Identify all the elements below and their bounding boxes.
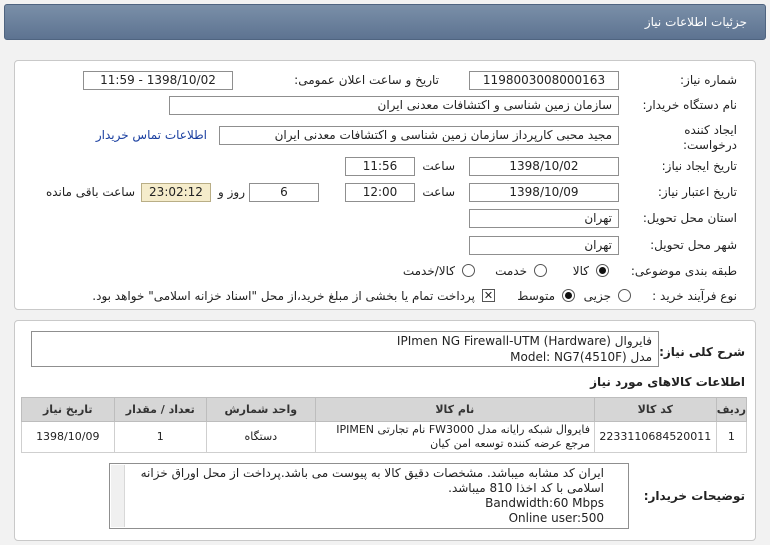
- created-time-field: 11:56: [345, 157, 415, 176]
- items-table: [21, 397, 747, 453]
- cell-qty: 1: [114, 422, 206, 453]
- need-info-panel: [14, 60, 756, 310]
- valid-time-field: 12:00: [345, 183, 415, 202]
- summary-line-2: مدل Model: NG7(4510F): [510, 350, 652, 364]
- valid-date-label: تاریخ اعتبار نیاز:: [657, 185, 737, 199]
- col-qty: تعداد / مقدار: [114, 398, 206, 422]
- category-radio-goods[interactable]: [596, 264, 609, 277]
- summary-label: شرح کلی نیاز:: [659, 345, 745, 359]
- creator-field: مجید محبی کارپرداز سازمان زمین شناسی و اکتشافات معدنی ایران: [219, 126, 619, 145]
- notes-line-1: ایران کد مشابه میباشد. مشخصات دقیق کالا به پیوست می باشد.پرداخت از محل اوراق خزانه: [140, 466, 604, 480]
- announce-date-label: تاریخ و ساعت اعلان عمومی:: [294, 73, 439, 87]
- notes-line-4: Online user:500: [508, 511, 604, 525]
- remaining-time-field: 23:02:12: [141, 183, 211, 202]
- creator-label-1: ایجاد کننده: [684, 123, 737, 137]
- buyer-contact-link[interactable]: اطلاعات تماس خریدار: [95, 128, 207, 142]
- page-title: جزئیات اطلاعات نیاز: [644, 15, 747, 29]
- treasury-checkbox[interactable]: ✕: [483, 289, 494, 302]
- buyer-org-field: سازمان زمین شناسی و اکتشافات معدنی ایران: [169, 96, 619, 115]
- created-date-label: تاریخ ایجاد نیاز:: [661, 159, 737, 173]
- col-row: ردیف: [716, 398, 746, 422]
- remaining-time-label: ساعت باقی مانده: [45, 185, 135, 199]
- col-name: نام کالا: [315, 398, 594, 422]
- need-number-field: 1198003008000163: [469, 71, 619, 90]
- valid-date-field: 1398/10/09: [469, 183, 619, 202]
- notes-line-2: اسلامی با کد اخذا 810 میباشد.: [448, 481, 604, 495]
- buyer-notes-label: توضیحات خریدار:: [643, 489, 745, 503]
- city-field: تهران: [469, 236, 619, 255]
- table-row: [22, 422, 747, 453]
- category-option-goods: کالا: [572, 264, 589, 278]
- buyer-notes-field[interactable]: [109, 463, 629, 529]
- valid-time-label: ساعت: [422, 185, 455, 199]
- process-radio-minor[interactable]: [618, 289, 631, 302]
- created-time-label: ساعت: [422, 159, 455, 173]
- cell-row: 1: [716, 422, 746, 453]
- items-table-header: [22, 398, 747, 422]
- category-radio-both[interactable]: [462, 264, 475, 277]
- category-option-service: خدمت: [495, 264, 527, 278]
- cell-unit: دستگاه: [207, 422, 316, 453]
- province-field: تهران: [469, 209, 619, 228]
- items-panel: [14, 320, 756, 541]
- creator-label-2: درخواست:: [683, 138, 737, 152]
- notes-line-3: Bandwidth:60 Mbps: [485, 496, 604, 510]
- summary-field: [31, 331, 659, 367]
- col-unit: واحد شمارش: [207, 398, 316, 422]
- days-left-field: 6: [249, 183, 319, 202]
- notes-scrollbar[interactable]: [111, 465, 125, 527]
- announce-date-field: 1398/10/02 - 11:59: [83, 71, 233, 90]
- buyer-org-label: نام دستگاه خریدار:: [642, 98, 737, 112]
- created-date-field: 1398/10/02: [469, 157, 619, 176]
- cell-name: فایروال شبکه رایانه مدل FW3000 نام تجارتی IPIMEN مرجع عرضه کننده توسعه امن کیان: [315, 422, 594, 453]
- category-label: طبقه بندی موضوعی:: [630, 264, 737, 278]
- process-option-medium: متوسط: [517, 289, 555, 303]
- col-code: کد کالا: [595, 398, 717, 422]
- days-left-label: روز و: [218, 185, 245, 199]
- treasury-payment-note: پرداخت تمام یا بخشی از مبلغ خرید،از محل "اسناد خزانه اسلامی" خواهد بود.: [92, 289, 475, 303]
- process-radio-medium[interactable]: [562, 289, 575, 302]
- cell-date: 1398/10/09: [22, 422, 115, 453]
- col-date: تاریخ نیاز: [22, 398, 115, 422]
- city-label: شهر محل تحویل:: [650, 238, 737, 252]
- category-radio-service[interactable]: [534, 264, 547, 277]
- need-number-label: شماره نیاز:: [680, 73, 737, 87]
- process-option-minor: جزیی: [583, 289, 611, 303]
- items-section-title: اطلاعات کالاهای مورد نیاز: [590, 375, 745, 389]
- category-option-both: کالا/خدمت: [402, 264, 455, 278]
- province-label: استان محل تحویل:: [642, 211, 737, 225]
- cell-code: 2233110684520011: [595, 422, 717, 453]
- page-header: [4, 4, 766, 40]
- summary-line-1: فایروال IPImen NG Firewall-UTM (Hardware): [396, 334, 652, 348]
- process-label: نوع فرآیند خرید :: [652, 289, 737, 303]
